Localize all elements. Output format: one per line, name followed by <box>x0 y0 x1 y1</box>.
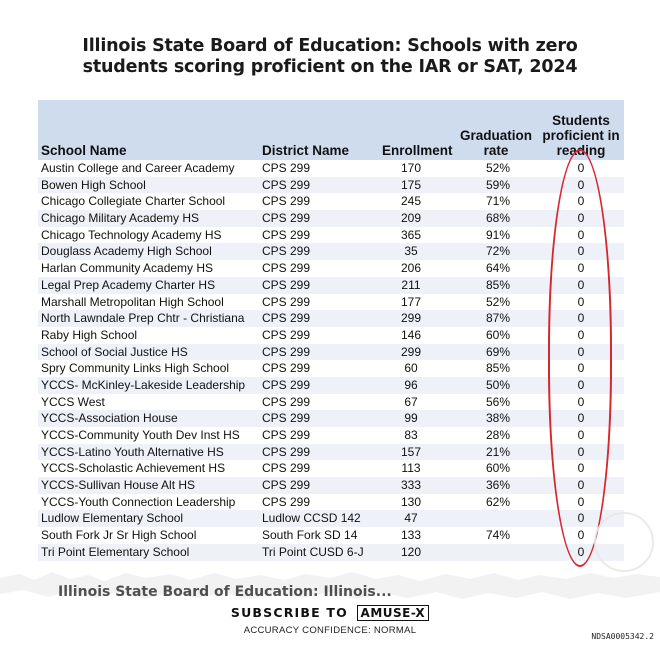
table-row <box>38 377 624 394</box>
cell-school-name: Ludlow Elementary School <box>41 511 184 526</box>
cell-proficient-reading: 0 <box>577 227 585 242</box>
cell-graduation-rate: 60% <box>485 327 511 342</box>
title-line-2: students scoring proficient on the IAR or SAT, 2024 <box>82 57 578 77</box>
cell-proficient-reading: 0 <box>577 428 585 442</box>
cell-school-name: YCCS-Latino Youth Alternative HS <box>41 444 224 459</box>
cell-school-name: School of Social Justice HS <box>41 344 188 359</box>
cell-proficient-reading: 0 <box>577 344 585 359</box>
header-school-name: School Name <box>41 143 127 158</box>
cell-school-name: Chicago Technology Academy HS <box>41 227 222 242</box>
cell-graduation-rate: 72% <box>485 244 511 259</box>
cell-school-name: North Lawndale Prep Chtr - Christiana <box>41 311 245 326</box>
cell-graduation-rate: 52% <box>485 161 511 175</box>
header-district-name: District Name <box>262 143 350 158</box>
cell-district-name: CPS 299 <box>262 361 311 376</box>
cell-district-name: CPS 299 <box>262 244 311 259</box>
cell-proficient-reading: 0 <box>577 294 585 309</box>
table-row <box>38 510 624 527</box>
cell-district-name: Ludlow CCSD 142 <box>262 511 361 526</box>
cell-proficient-reading: 0 <box>577 411 585 426</box>
table-row <box>38 243 624 260</box>
cell-enrollment: 177 <box>400 294 422 309</box>
cell-district-name: CPS 299 <box>262 177 311 192</box>
cell-enrollment: 170 <box>400 161 422 175</box>
cell-proficient-reading: 0 <box>577 478 585 493</box>
cell-proficient-reading: 0 <box>577 361 585 376</box>
cell-district-name: CPS 299 <box>262 227 311 242</box>
cell-graduation-rate: 50% <box>485 377 511 392</box>
cell-school-name: YCCS West <box>41 394 105 409</box>
cell-graduation-rate: 62% <box>485 494 511 509</box>
table-row <box>38 327 624 344</box>
cell-proficient-reading: 0 <box>577 494 585 509</box>
table-row <box>38 260 624 277</box>
table-row <box>38 227 624 244</box>
cell-district-name: CPS 299 <box>262 428 311 442</box>
cell-graduation-rate: 56% <box>485 394 511 409</box>
cell-enrollment: 175 <box>400 177 422 192</box>
table-body <box>38 160 624 561</box>
cell-enrollment: 130 <box>400 494 422 509</box>
cell-enrollment: 299 <box>400 311 422 326</box>
cell-district-name: CPS 299 <box>262 294 311 309</box>
cell-school-name: Raby High School <box>41 327 138 342</box>
cell-graduation-rate: 74% <box>485 528 511 543</box>
cell-district-name: Tri Point CUSD 6-J <box>262 544 364 559</box>
cell-district-name: CPS 299 <box>262 494 311 509</box>
cell-school-name: Harlan Community Academy HS <box>41 261 214 276</box>
cell-proficient-reading: 0 <box>577 327 585 342</box>
table-row <box>38 277 624 294</box>
cell-graduation-rate: 28% <box>485 428 511 442</box>
header-proficient-reading <box>538 113 624 158</box>
table-row <box>38 344 624 361</box>
table-row <box>38 193 624 210</box>
torn-caption: Illinois State Board of Education: Illinois... <box>58 584 392 600</box>
schools-table <box>38 100 624 561</box>
cell-proficient-reading: 0 <box>577 377 585 392</box>
cell-district-name: CPS 299 <box>262 478 311 493</box>
table-row <box>38 360 624 377</box>
accuracy-confidence: ACCURACY CONFIDENCE: NORMAL <box>243 625 417 636</box>
cell-district-name: CPS 299 <box>262 311 311 326</box>
cell-district-name: CPS 299 <box>262 327 311 342</box>
cell-district-name: CPS 299 <box>262 194 311 209</box>
header-prof-line-3: reading <box>556 143 606 158</box>
cell-school-name: Marshall Metropolitan High School <box>41 294 224 309</box>
cell-district-name: South Fork SD 14 <box>262 528 358 543</box>
cell-district-name: CPS 299 <box>262 161 311 175</box>
cell-graduation-rate: 71% <box>485 194 511 209</box>
cell-school-name: Austin College and Career Academy <box>41 161 235 175</box>
header-grad-line-1: Graduation <box>459 128 532 143</box>
document-id: NDSA0005342.2 <box>591 632 654 641</box>
cell-proficient-reading: 0 <box>577 277 585 292</box>
cell-school-name: Douglass Academy High School <box>41 244 212 259</box>
cell-enrollment: 99 <box>404 411 418 426</box>
cell-district-name: CPS 299 <box>262 411 311 426</box>
header-grad-line-2: rate <box>483 143 509 158</box>
watermark-seal-icon <box>594 512 654 572</box>
cell-enrollment: 120 <box>400 544 422 559</box>
cell-enrollment: 67 <box>404 394 418 409</box>
cell-proficient-reading: 0 <box>577 544 585 559</box>
cell-enrollment: 113 <box>401 461 421 476</box>
cell-enrollment: 35 <box>404 244 418 259</box>
cell-proficient-reading: 0 <box>577 177 585 192</box>
cell-proficient-reading: 0 <box>577 528 585 543</box>
cell-district-name: CPS 299 <box>262 277 311 292</box>
title-line-1: Illinois State Board of Education: Schools with zero <box>82 36 578 56</box>
cell-school-name: YCCS-Scholastic Achievement HS <box>41 461 226 476</box>
cell-school-name: Spry Community Links High School <box>41 361 230 376</box>
table-row <box>38 527 624 544</box>
cell-district-name: CPS 299 <box>262 377 311 392</box>
cell-district-name: CPS 299 <box>262 444 311 459</box>
cell-school-name: Tri Point Elementary School <box>41 544 190 559</box>
table-row <box>38 394 624 411</box>
cell-school-name: YCCS-Community Youth Dev Inst HS <box>41 428 240 442</box>
cell-district-name: CPS 299 <box>262 461 311 476</box>
cell-district-name: CPS 299 <box>262 261 311 276</box>
cell-graduation-rate: 36% <box>485 478 511 493</box>
cell-graduation-rate: 68% <box>485 211 511 226</box>
table-row <box>38 410 624 427</box>
table-row <box>38 427 624 444</box>
cell-proficient-reading: 0 <box>577 161 585 175</box>
subscribe-banner <box>0 605 660 621</box>
cell-proficient-reading: 0 <box>577 511 585 526</box>
table-row <box>38 177 624 194</box>
cell-school-name: Legal Prep Academy Charter HS <box>41 277 216 292</box>
cell-enrollment: 209 <box>400 211 422 226</box>
cell-district-name: CPS 299 <box>262 344 311 359</box>
table-row <box>38 294 624 311</box>
cell-school-name: South Fork Jr Sr High School <box>41 528 197 543</box>
cell-enrollment: 133 <box>400 528 422 543</box>
header-graduation-rate <box>456 128 536 158</box>
cell-proficient-reading: 0 <box>577 244 585 259</box>
cell-graduation-rate: 64% <box>485 261 511 276</box>
cell-proficient-reading: 0 <box>577 211 585 226</box>
cell-enrollment: 83 <box>404 428 418 442</box>
cell-enrollment: 146 <box>400 327 422 342</box>
cell-enrollment: 47 <box>404 511 418 526</box>
cell-graduation-rate: 69% <box>485 344 511 359</box>
cell-proficient-reading: 0 <box>577 394 585 409</box>
cell-enrollment: 60 <box>404 361 418 376</box>
cell-graduation-rate: 91% <box>485 227 511 242</box>
cell-enrollment: 211 <box>401 277 421 292</box>
cell-proficient-reading: 0 <box>577 444 585 459</box>
brand-logo: AMUSE-X <box>357 605 430 621</box>
table-row <box>38 160 624 177</box>
header-prof-line-1: Students <box>552 113 610 128</box>
header-enrollment: Enrollment <box>382 143 453 158</box>
page-title <box>0 36 660 78</box>
cell-district-name: CPS 299 <box>262 394 311 409</box>
cell-school-name: Bowen High School <box>41 177 146 192</box>
cell-enrollment: 206 <box>400 261 422 276</box>
cell-school-name: Chicago Collegiate Charter School <box>41 194 226 209</box>
cell-school-name: YCCS-Sullivan House Alt HS <box>41 478 196 493</box>
cell-graduation-rate: 59% <box>485 177 511 192</box>
cell-enrollment: 333 <box>400 478 422 493</box>
table-row <box>38 494 624 511</box>
cell-graduation-rate: 85% <box>485 277 511 292</box>
cell-enrollment: 299 <box>400 344 422 359</box>
cell-enrollment: 245 <box>400 194 422 209</box>
cell-enrollment: 96 <box>404 377 418 392</box>
table-row <box>38 477 624 494</box>
cell-school-name: YCCS-Youth Connection Leadership <box>41 494 236 509</box>
cell-graduation-rate: 87% <box>485 311 511 326</box>
cell-enrollment: 157 <box>400 444 422 459</box>
cell-graduation-rate: 52% <box>485 294 511 309</box>
cell-enrollment: 365 <box>400 227 422 242</box>
cell-graduation-rate: 38% <box>485 411 511 426</box>
cell-district-name: CPS 299 <box>262 211 311 226</box>
header-prof-line-2: proficient in <box>542 128 620 143</box>
cell-proficient-reading: 0 <box>577 261 585 276</box>
table-row <box>38 544 624 561</box>
cell-school-name: Chicago Military Academy HS <box>41 211 200 226</box>
cell-graduation-rate: 60% <box>485 461 511 476</box>
table-row <box>38 210 624 227</box>
cell-graduation-rate: 21% <box>485 444 511 459</box>
table-header <box>38 100 624 160</box>
cell-school-name: YCCS-Association House <box>41 411 178 426</box>
cell-proficient-reading: 0 <box>577 194 585 209</box>
cell-graduation-rate: 85% <box>485 361 511 376</box>
cell-proficient-reading: 0 <box>577 461 585 476</box>
table-row <box>38 310 624 327</box>
table-row <box>38 444 624 461</box>
table-row <box>38 460 624 477</box>
cell-school-name: YCCS- McKinley-Lakeside Leadership <box>41 377 246 392</box>
cell-proficient-reading: 0 <box>577 311 585 326</box>
subscribe-label: SUBSCRIBE TO <box>230 605 348 620</box>
